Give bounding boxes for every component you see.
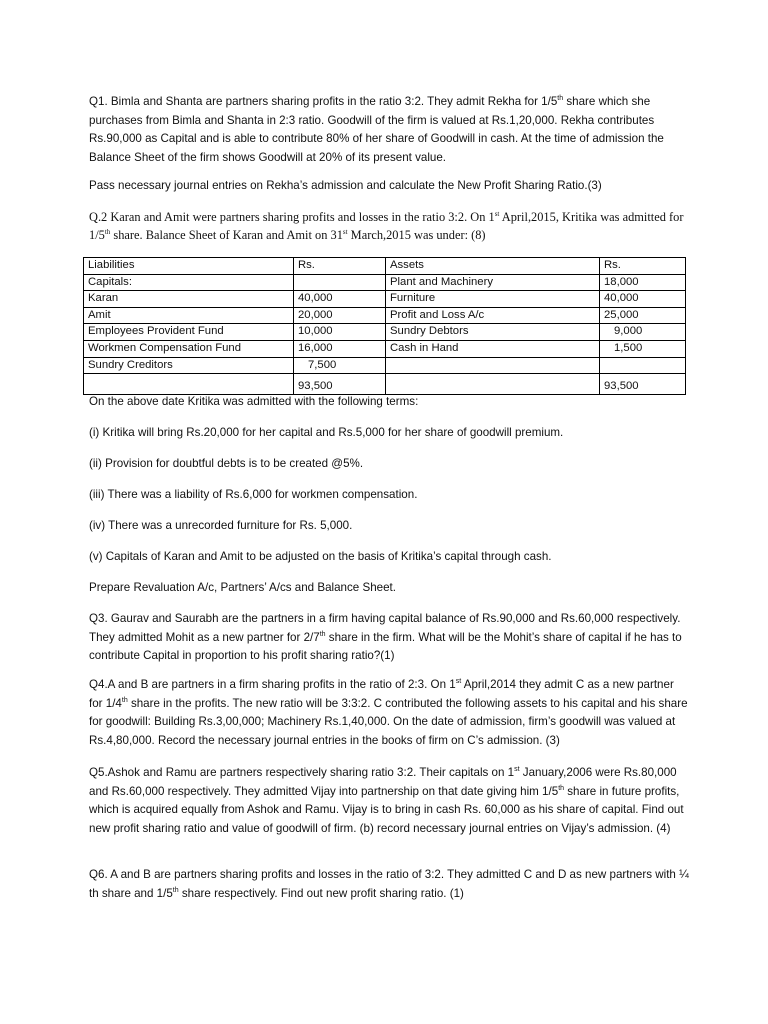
q3-sup-1: th	[319, 630, 326, 638]
table-cell: 20,000	[294, 307, 386, 324]
table-cell: 18,000	[600, 274, 686, 291]
table-cell: Cash in Hand	[386, 340, 600, 357]
table-cell: Workmen Compensation Fund	[84, 340, 294, 357]
table-cell: Employees Provident Fund	[84, 324, 294, 341]
table-cell: 9,000	[600, 324, 686, 341]
q2-text-1: Q.2 Karan and Amit were partners sharing profits and losses in the ratio 3:2. On 1	[89, 210, 495, 224]
table-row	[84, 340, 686, 357]
q3-text-2: share in the firm. What will be the Mohit’s share of capital if he has to contribute Capital in proportion to his profit sharing ratio?(1)	[89, 630, 682, 663]
table-cell	[294, 274, 386, 291]
header-liabilities-amount: Rs.	[294, 258, 386, 275]
total-assets: 93,500	[600, 374, 686, 395]
q2-sup-2: th	[104, 227, 111, 236]
q3-text-1: Q3. Gaurav and Saurabh are the partners in a firm having capital balance of Rs.90,000 and Rs.60,000 respectively. They admitted Mohit as a new partner for 2/7	[89, 612, 681, 644]
header-assets-amount: Rs.	[600, 258, 686, 275]
q1-sup-1: th	[557, 95, 564, 102]
table-cell: 40,000	[600, 291, 686, 308]
q5-text-2: January,2006 were Rs.80,000 and Rs.60,000 respectively. They admitted Vijay into partnership on that date giving him 1/5	[89, 766, 677, 798]
q4-sup-2: th	[121, 696, 128, 704]
q2-paragraph	[89, 209, 689, 244]
table-cell: Furniture	[386, 291, 600, 308]
q4-text-3: share in the profits. The new ratio will be 3:3:2. C contributed the following assets to his capital and his share for goodwill: Building Rs.3,00,000; Machinery Rs.1,40,000. On the date of admission, firm’s goodwill was valued at Rs.4,80,000. Record the necessary journal entries in the books of firm on C’s admission. (3)	[89, 696, 688, 747]
table-cell	[600, 357, 686, 374]
table-cell: 25,000	[600, 307, 686, 324]
header-assets: Assets	[386, 258, 600, 275]
q2-text-2: April,2015, Kritika was admitted for 1/5	[89, 210, 684, 242]
table-cell: 10,000	[294, 324, 386, 341]
table-row	[84, 324, 686, 341]
table-cell: 7,500	[294, 357, 386, 374]
q5-text-3: share in future profits, which is acquired equally from Ashok and Ramu. Vijay is to bring in cash Rs. 60,000 as his share of capital. Find out new profit sharing ratio and value of goodwill of firm. (b) record necessary journal entries on Vijay’s admission. (4)	[89, 784, 684, 835]
q5-sup-2: th	[558, 784, 565, 792]
q2-sup-3: st	[342, 227, 348, 236]
q2-term-2: (ii) Provision for doubtful debts is to be created @5%.	[89, 457, 364, 470]
q4-text-2: April,2014 they admit C as a new partner for 1/4	[89, 678, 674, 710]
q1-text-1: Q1. Bimla and Shanta are partners sharing profits in the ratio 3:2. They admit Rekha for 1/5	[89, 95, 558, 108]
table-cell: 1,500	[600, 340, 686, 357]
q6-text-1: Q6. A and B are partners sharing profits and losses in the ratio of 3:2. They admitted C and D as new partners with ¼ th share and 1/5	[89, 868, 689, 900]
q4-sup-1: st	[455, 678, 462, 685]
q1-paragraph	[89, 93, 689, 167]
table-cell: Sundry Debtors	[386, 324, 600, 341]
table-cell: Karan	[84, 291, 294, 308]
table-cell: Capitals:	[84, 274, 294, 291]
q2-term-5: (v) Capitals of Karan and Amit to be adjusted on the basis of Kritika’s capital through cash.	[89, 550, 552, 563]
table-cell: Profit and Loss A/c	[386, 307, 600, 324]
table-row	[84, 291, 686, 308]
header-liabilities: Liabilities	[84, 258, 294, 275]
table-row	[84, 274, 686, 291]
q2-text-3: share. Balance Sheet of Karan and Amit on 31	[110, 227, 343, 242]
q2-term-3: (iii) There was a liability of Rs.6,000 for workmen compensation.	[89, 488, 418, 501]
q2-terms-intro: On the above date Kritika was admitted with the following terms:	[89, 395, 419, 408]
table-row	[84, 307, 686, 324]
q3-paragraph	[89, 610, 689, 666]
q6-sup-1: th	[172, 886, 179, 894]
q5-paragraph	[89, 764, 689, 838]
table-row	[84, 357, 686, 374]
table-cell	[84, 374, 294, 395]
table-cell: Sundry Creditors	[84, 357, 294, 374]
q6-paragraph	[89, 866, 689, 903]
table-cell: Plant and Machinery	[386, 274, 600, 291]
balance-sheet-table	[83, 257, 686, 395]
q1-instruction: Pass necessary journal entries on Rekha’s admission and calculate the New Profit Sharing Ratio.(3)	[89, 179, 602, 192]
table-cell	[386, 374, 600, 395]
q5-text-1: Q5.Ashok and Ramu are partners respectively sharing ratio 3:2. Their capitals on 1	[89, 766, 515, 779]
q2-term-4: (iv) There was a unrecorded furniture for Rs. 5,000.	[89, 519, 353, 532]
total-liabilities: 93,500	[294, 374, 386, 395]
q1-text-2: share which she purchases from Bimla and Shanta in 2:3 ratio. Goodwill of the firm is valued at Rs.1,20,000. Rekha contributes Rs.90,000 as Capital and is able to contribute 80% of her share of Goodwill in cash. At the time of admission the Balance Sheet of the firm shows Goodwill at 20% of its present value.	[89, 95, 664, 164]
table-cell: 16,000	[294, 340, 386, 357]
q6-text-2: share respectively. Find out new profit sharing ratio. (1)	[178, 886, 464, 900]
table-header-row	[84, 258, 686, 275]
q2-sup-1: st	[494, 210, 500, 218]
q5-sup-1: st	[514, 766, 520, 773]
table-cell: 40,000	[294, 291, 386, 308]
table-total-row	[84, 374, 686, 395]
q2-prepare: Prepare Revaluation A/c, Partners’ A/cs and Balance Sheet.	[89, 581, 396, 594]
q2-term-1: (i) Kritika will bring Rs.20,000 for her capital and Rs.5,000 for her share of goodwill premium.	[89, 426, 564, 439]
table-cell: Amit	[84, 307, 294, 324]
q4-paragraph	[89, 676, 689, 750]
q4-text-1: Q4.A and B are partners in a firm sharing profits in the ratio of 2:3. On 1	[89, 678, 456, 691]
q2-text-4: March,2015 was under: (8)	[347, 227, 486, 242]
table-cell	[386, 357, 600, 374]
